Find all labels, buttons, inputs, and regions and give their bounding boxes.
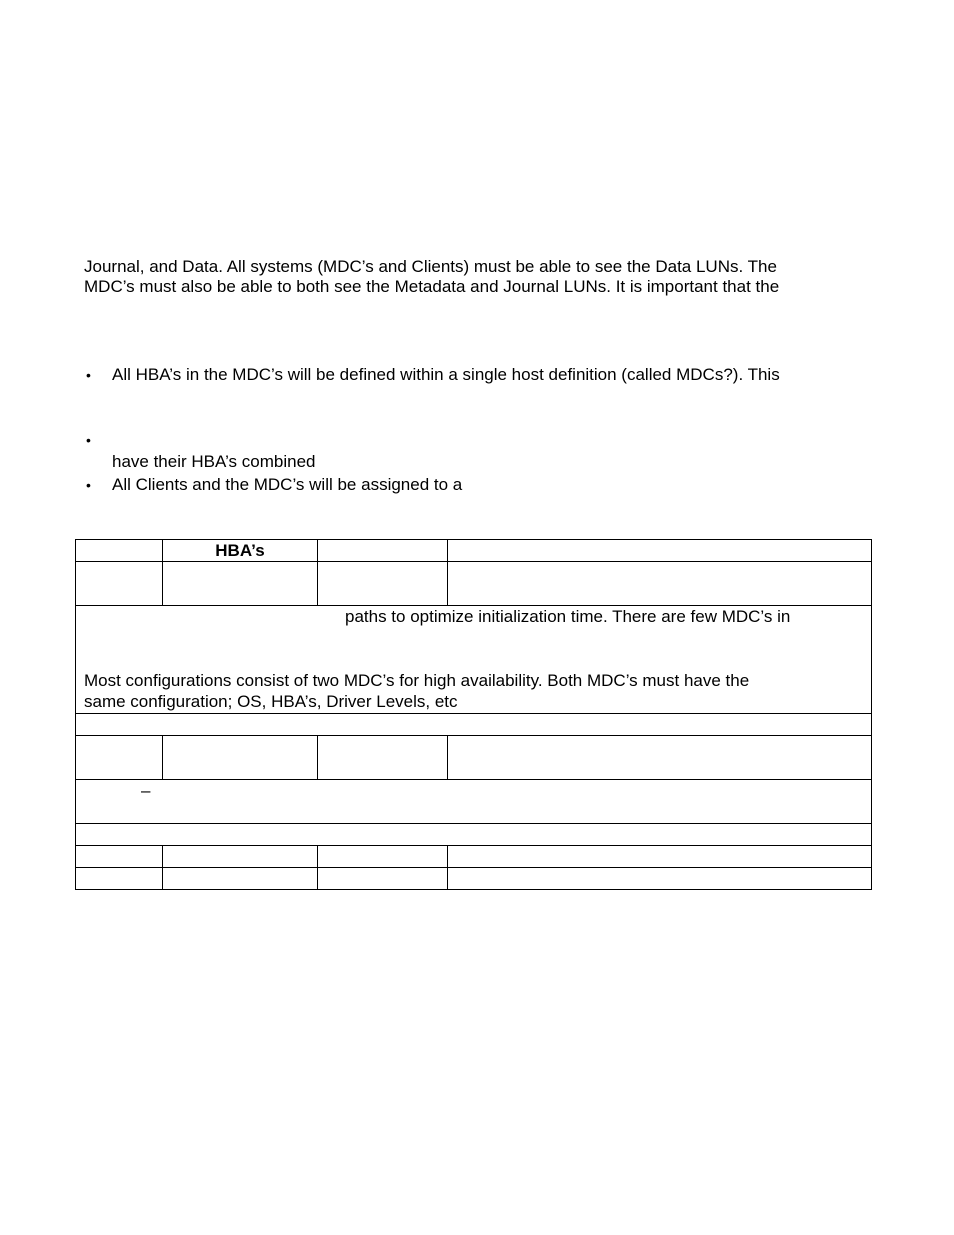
mdc-note-line: same configuration; OS, HBA’s, Driver Levels, etc xyxy=(84,692,458,711)
mdc-note-cell xyxy=(76,606,872,714)
table-cell xyxy=(318,846,448,868)
table-cell xyxy=(76,824,872,846)
table-row-full xyxy=(76,714,872,736)
bullet-item: All Clients and the MDC’s will be assigned to a xyxy=(112,475,463,494)
bullet-item: All HBA’s in the MDC’s will be defined within a single host definition (called MDCs?). This xyxy=(112,365,780,384)
table-cell xyxy=(76,846,163,868)
mdc-note-line: paths to optimize initialization time. There are few MDC’s in xyxy=(345,607,791,626)
header-cell xyxy=(318,540,448,562)
table-cell xyxy=(318,562,448,606)
table-cell xyxy=(448,736,872,780)
bullet-icon: • xyxy=(86,432,91,448)
header-cell xyxy=(76,540,163,562)
table-row-full xyxy=(76,824,872,846)
paragraph-line: MDC’s must also be able to both see the Metadata and Journal LUNs. It is important that the xyxy=(84,277,780,296)
table-cell xyxy=(76,868,163,890)
table-cell xyxy=(163,562,318,606)
dash-cell xyxy=(76,780,872,824)
table-cell xyxy=(163,846,318,868)
bullet-icon: • xyxy=(86,367,91,383)
table-cell xyxy=(318,736,448,780)
table-row-full xyxy=(76,780,872,824)
dash-text: – xyxy=(141,781,151,800)
table-cell xyxy=(163,736,318,780)
header-cell-hbas: HBA’s xyxy=(163,540,318,562)
table-row xyxy=(76,736,872,780)
table-row-mdc-note xyxy=(76,606,872,714)
table-cell xyxy=(76,714,872,736)
table-cell xyxy=(163,868,318,890)
table-cell xyxy=(448,868,872,890)
bullet-item-continuation: have their HBA’s combined xyxy=(112,452,316,471)
table-cell xyxy=(448,562,872,606)
table-row xyxy=(76,868,872,890)
table-cell xyxy=(76,562,163,606)
table-row xyxy=(76,846,872,868)
config-table xyxy=(75,539,872,890)
bullet-icon: • xyxy=(86,477,91,493)
table-row xyxy=(76,562,872,606)
table-cell xyxy=(76,736,163,780)
table-cell xyxy=(318,868,448,890)
mdc-note-line: Most configurations consist of two MDC’s for high availability. Both MDC’s must have the xyxy=(84,671,750,690)
header-cell xyxy=(448,540,872,562)
table-cell xyxy=(448,846,872,868)
table-header-row xyxy=(76,540,872,562)
paragraph-line: Journal, and Data. All systems (MDC’s and Clients) must be able to see the Data LUNs. The xyxy=(84,257,777,276)
